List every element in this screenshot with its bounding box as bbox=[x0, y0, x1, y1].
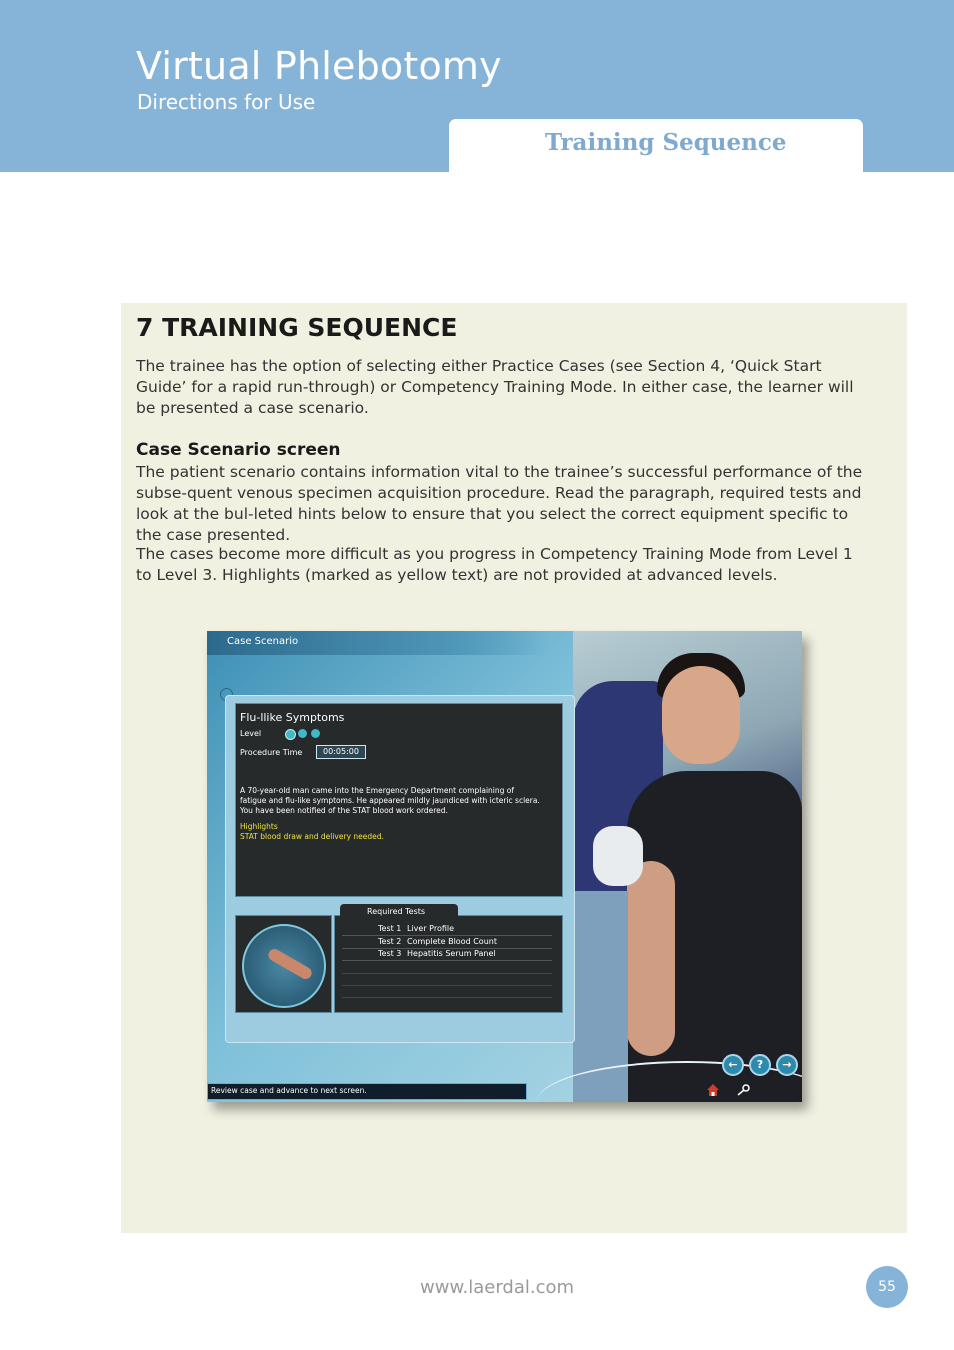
case-description: A 70-year-old man came into the Emergency Department complaining of fatigue and flu-like symptoms. He appeared mildly jaundiced with icteric sclera. You have been notified of the STAT blood work ordered. bbox=[240, 786, 540, 815]
document-title: Virtual Phlebotomy bbox=[136, 44, 502, 88]
empty-row bbox=[342, 997, 552, 998]
key-icon[interactable] bbox=[737, 1084, 750, 1096]
forward-arrow-icon[interactable]: → bbox=[776, 1054, 798, 1076]
level-3-indicator[interactable] bbox=[311, 729, 320, 738]
clinician-glove-shape bbox=[593, 826, 643, 886]
test-number: Test 3 bbox=[378, 949, 402, 958]
test-row bbox=[342, 948, 552, 961]
back-arrow-icon[interactable]: ← bbox=[722, 1054, 744, 1076]
empty-row bbox=[342, 985, 552, 986]
highlights-text: STAT blood draw and delivery needed. bbox=[240, 832, 384, 841]
help-icon[interactable]: ? bbox=[749, 1054, 771, 1076]
arm-preview-circle bbox=[242, 924, 326, 1008]
case-scenario-paragraph: The patient scenario contains information vital to the trainee’s successful performance of the subse-quent venous specimen acquisition procedure. Read the paragraph, required tests and look at the bul-leted hints below to ensure that you select the correct equipment specific to the case presented. bbox=[136, 463, 863, 544]
test-name: Hepatitis Serum Panel bbox=[407, 949, 496, 958]
arm-icon bbox=[266, 947, 314, 981]
patient-head-shape bbox=[662, 666, 740, 764]
procedure-time-value: 00:05:00 bbox=[316, 745, 366, 759]
section-tab-label: Training Sequence bbox=[545, 129, 787, 156]
case-title: Flu-llike Symptoms bbox=[240, 711, 345, 724]
level-2-indicator[interactable] bbox=[298, 729, 307, 738]
home-icon[interactable] bbox=[707, 1084, 719, 1096]
level-1-indicator[interactable] bbox=[285, 729, 296, 740]
page-number: 55 bbox=[866, 1266, 908, 1308]
arm-preview-panel bbox=[235, 915, 332, 1013]
window-title: Case Scenario bbox=[227, 636, 299, 647]
patient-arm-shape bbox=[627, 861, 675, 1056]
section-tab bbox=[449, 119, 863, 172]
intro-paragraph: The trainee has the option of selecting either Practice Cases (see Section 4, ‘Quick Start Guide’ for a rapid run-through) or Competency Training Mode. In either case, the learner will be presented a case scenario. bbox=[136, 357, 854, 417]
test-name: Liver Profile bbox=[407, 924, 455, 933]
empty-row bbox=[342, 973, 552, 974]
status-text: Review case and advance to next screen. bbox=[211, 1086, 367, 1095]
footer-url[interactable]: www.laerdal.com bbox=[420, 1277, 575, 1298]
procedure-time-label: Procedure Time bbox=[240, 748, 303, 757]
highlights-label: Highlights bbox=[240, 822, 278, 831]
required-tests-header: Required Tests bbox=[367, 907, 426, 916]
test-number: Test 2 bbox=[378, 937, 402, 946]
level-label: Level bbox=[240, 729, 262, 738]
case-scenario-screenshot bbox=[207, 631, 802, 1102]
test-row bbox=[342, 923, 552, 936]
difficulty-paragraph: The cases become more difficult as you progress in Competency Training Mode from Level 1 to Level 3. Highlights (marked as yellow text) are not provided at advanced levels. bbox=[136, 545, 853, 584]
test-name: Complete Blood Count bbox=[407, 937, 497, 946]
test-number: Test 1 bbox=[378, 924, 402, 933]
document-subtitle: Directions for Use bbox=[137, 90, 316, 114]
case-scenario-subheading: Case Scenario screen bbox=[136, 440, 341, 460]
window-titlebar bbox=[207, 631, 547, 655]
section-heading: 7 TRAINING SEQUENCE bbox=[136, 313, 458, 342]
status-bar bbox=[207, 1083, 527, 1100]
